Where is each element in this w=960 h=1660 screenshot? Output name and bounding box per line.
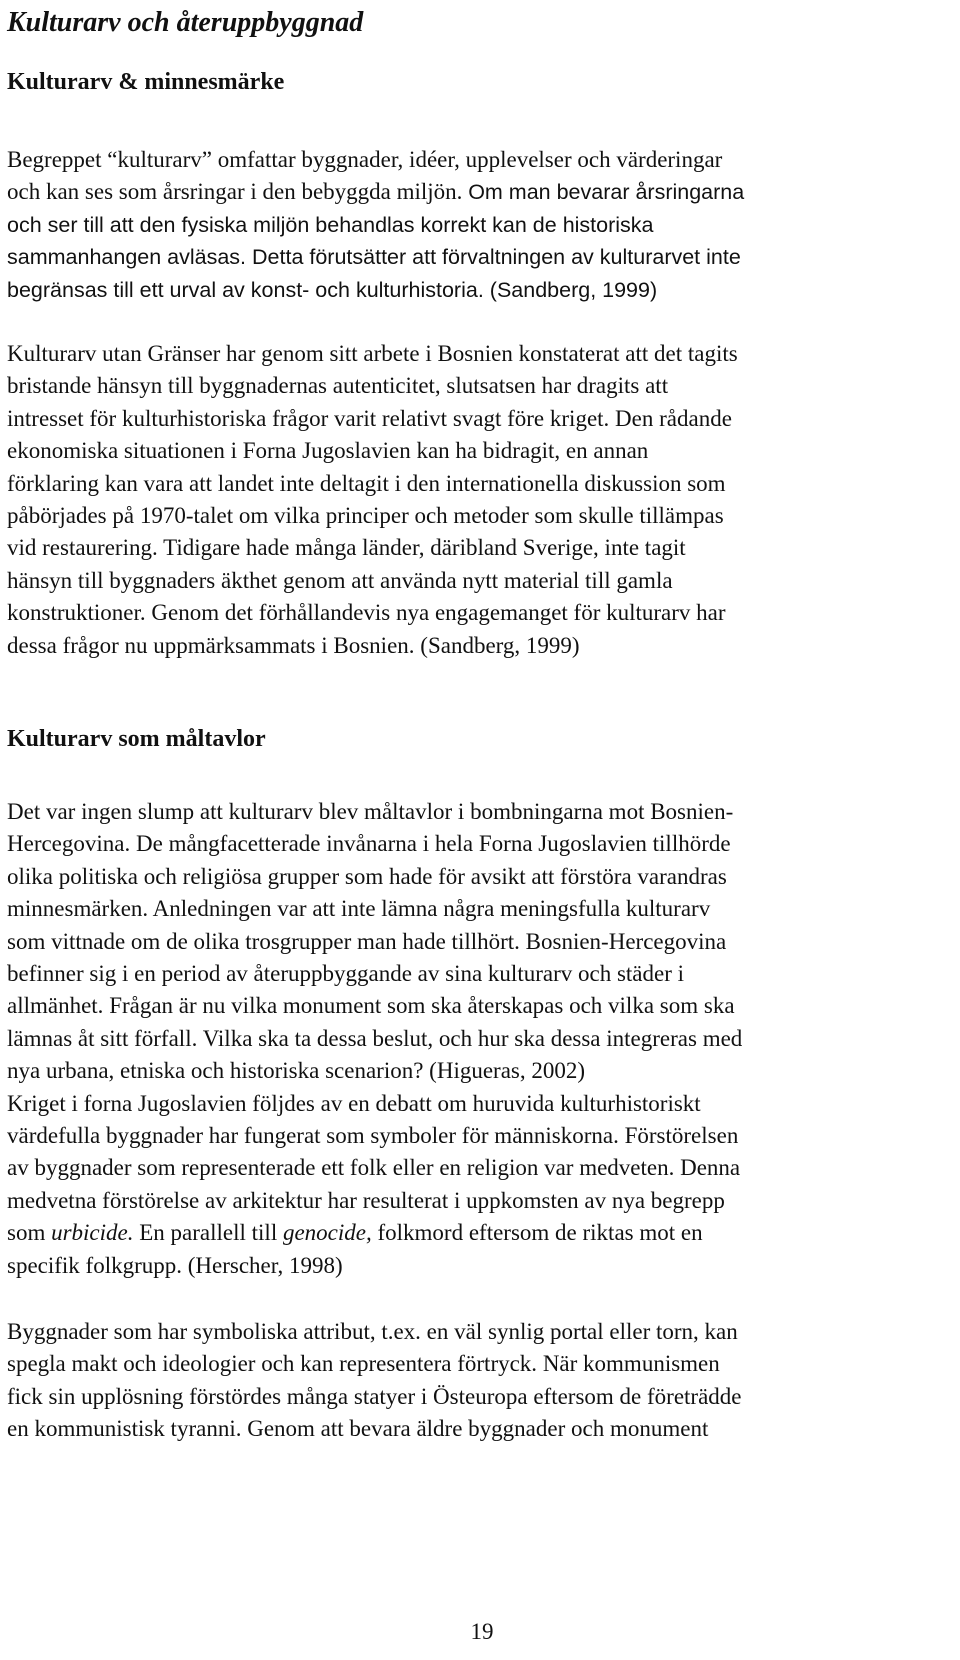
section-heading-kulturarv-som-maltavlor: Kulturarv som måltavlor [7, 726, 266, 752]
chapter-title: Kulturarv och återuppbyggnad [7, 7, 364, 38]
text-line: Byggnader som har symboliska attribut, t.ex. en väl synlig portal eller torn, kan [7, 1319, 738, 1344]
text-line: Begreppet “kulturarv” omfattar byggnader, idéer, upplevelser och värderingar [7, 147, 723, 172]
text-line: begränsas till ett urval av konst- och kulturhistoria. (Sandberg, 1999) [7, 277, 658, 302]
text-line: allmänhet. Frågan är nu vilka monument som ska återskapas och vilka som ska [7, 993, 735, 1019]
text-line: dessa frågor nu uppmärksammats i Bosnien. (Sandberg, 1999) [7, 632, 580, 658]
text-line: konstruktioner. Genom det förhållandevis nya engagemanget för kulturarv har [7, 600, 726, 626]
text-line: olika politiska och religiösa grupper som hade för avsikt att förstöra varandras [7, 863, 727, 889]
text-line: som vittnade om de olika trosgrupper man hade tillhört. Bosnien-Hercegovina [7, 928, 727, 954]
text-line: förklaring kan vara att landet inte deltagit i den internationella diskussion som [7, 470, 726, 496]
text-line: specifik folkgrupp. (Herscher, 1998) [7, 1252, 343, 1278]
text-line: ekonomiska situationen i Forna Jugoslavien kan ha bidragit, en annan [7, 438, 649, 464]
text-line: en kommunistisk tyranni. Genom att bevara äldre byggnader och monument [7, 1416, 709, 1442]
text-line: spegla makt och ideologier och kan representera förtryck. När kommunismen [7, 1351, 720, 1377]
paragraph-kulturarv-utan-granser [7, 338, 942, 662]
paragraph-symboliska-byggnader [7, 1316, 942, 1446]
text-line: bristande hänsyn till byggnadernas autenticitet, slutsatsen har dragits att [7, 373, 669, 399]
text-line: Hercegovina. De mångfacetterade invånarna i hela Forna Jugoslavien tillhörde [7, 831, 731, 857]
section-heading-kulturarv-minnesmarke: Kulturarv & minnesmärke [7, 69, 285, 95]
text-line: av byggnader som representerade ett folk eller en religion var medveten. Denna [7, 1155, 741, 1181]
text-line: lämnas åt sitt förfall. Vilka ska ta dessa beslut, och hur ska dessa integreras med [7, 1025, 743, 1051]
page-number: 19 [470, 1619, 494, 1644]
text-line: och ser till att den fysiska miljön behandlas korrekt kan de historiska [7, 212, 654, 237]
text-line: Kriget i forna Jugoslavien följdes av en debatt om huruvida kulturhistoriskt [7, 1090, 701, 1116]
term-urbicide: urbicide. [51, 1220, 134, 1246]
text-line: nya urbana, etniska och historiska scenarion? (Higueras, 2002) [7, 1058, 586, 1084]
text-line: befinner sig i en period av återuppbyggande av sina kulturarv och städer i [7, 961, 684, 987]
paragraph-kulturarv-definition [7, 144, 942, 306]
text-line: som urbicide. En parallell till genocide, folkmord eftersom de riktas mot en [7, 1220, 703, 1246]
text-line: vid restaurering. Tidigare hade många länder, däribland Sverige, inte tagit [7, 535, 686, 561]
text-line: medvetna förstörelse av arkitektur har resulterat i uppkomsten av nya begrepp [7, 1187, 725, 1213]
text-line: intresset för kulturhistoriska frågor varit relativt svagt före kriget. Den rådande [7, 405, 732, 431]
text-line: Kulturarv utan Gränser har genom sitt arbete i Bosnien konstaterat att det tagits [7, 341, 738, 366]
text-line: och kan ses som årsringar i den bebyggda miljön. Om man bevarar årsringarna [7, 179, 745, 205]
text-line: värdefulla byggnader har fungerat som symboler för människorna. Förstörelsen [7, 1123, 739, 1149]
text-line: minnesmärken. Anledningen var att inte lämna några meningsfulla kulturarv [7, 896, 711, 922]
paragraph-maltavlor [7, 796, 942, 1282]
text-line: påbörjades på 1970-talet om vilka principer och metoder som skulle tillämpas [7, 503, 724, 529]
text-line: Det var ingen slump att kulturarv blev måltavlor i bombningarna mot Bosnien- [7, 799, 734, 824]
text-line: fick sin upplösning förstördes många statyer i Östeuropa eftersom de företrädde [7, 1383, 742, 1409]
text-line: hänsyn till byggnaders äkthet genom att använda nytt material till gamla [7, 567, 673, 593]
term-genocide: genocide, [282, 1220, 372, 1246]
text-line: sammanhangen avläsas. Detta förutsätter att förvaltningen av kulturarvet inte [7, 245, 741, 270]
